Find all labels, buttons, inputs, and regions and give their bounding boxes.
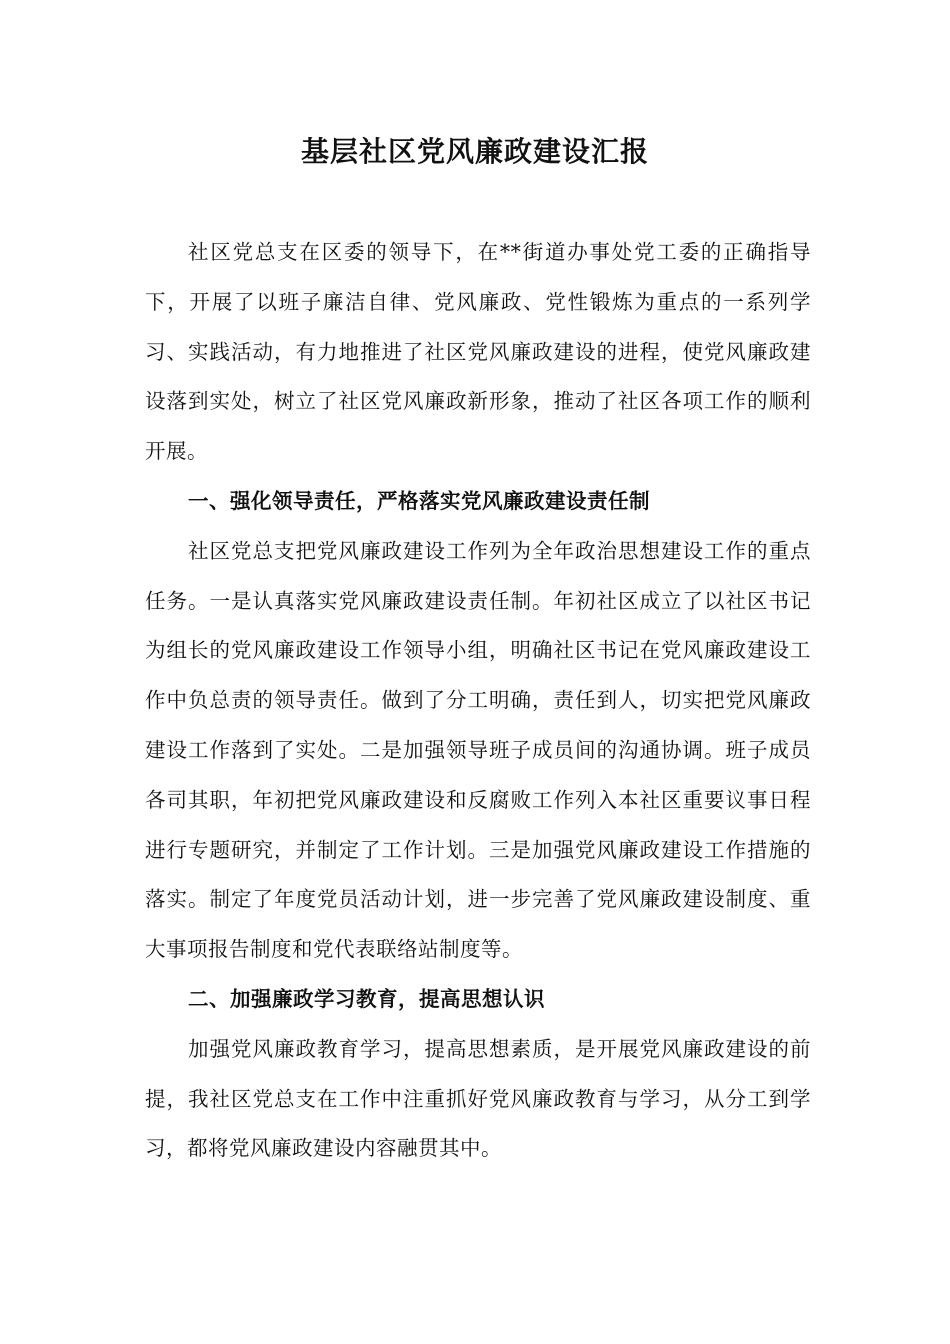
document-title: 基层社区党风廉政建设汇报 bbox=[300, 135, 649, 168]
document-body bbox=[145, 228, 811, 1174]
intro-paragraph: 社区党总支在区委的领导下，在**街道办事处党工委的正确指导下，开展了以班子廉洁自律、党风廉政、党性锻炼为重点的一系列学习、实践活动，有力地推进了社区党风廉政建设的进程，使党风廉政建设落到实处，树立了社区党风廉政新形象，推动了社区各项工作的顺利开展。 bbox=[145, 240, 811, 464]
section-2-paragraph: 加强党风廉政教育学习，提高思想素质，是开展党风廉政建设的前提，我社区党总支在工作中注重抓好党风廉政教育与学习，从分工到学习，都将党风廉政建设内容融贯其中。 bbox=[145, 1036, 811, 1161]
section-1-paragraph: 社区党总支把党风廉政建设工作列为全年政治思想建设工作的重点任务。一是认真落实党风廉政建设责任制。年初社区成立了以社区书记为组长的党风廉政建设工作领导小组，明确社区书记在党风廉政建设工作中负总责的领导责任。做到了分工明确，责任到人，切实把党风廉政建设工作落到了实处。二是加强领导班子成员间的沟通协调。班子成员各司其职，年初把党风廉政建设和反腐败工作列入本社区重要议事日程进行专题研究，并制定了工作计划。三是加强党风廉政建设工作措施的落实。制定了年度党员活动计划，进一步完善了党风廉政建设制度、重大事项报告制度和党代表联络站制度等。 bbox=[145, 538, 811, 962]
section-2-heading: 二、加强廉政学习教育，提高思想认识 bbox=[188, 986, 546, 1011]
section-1-heading: 一、强化领导责任，严格落实党风廉政建设责任制 bbox=[188, 488, 651, 513]
